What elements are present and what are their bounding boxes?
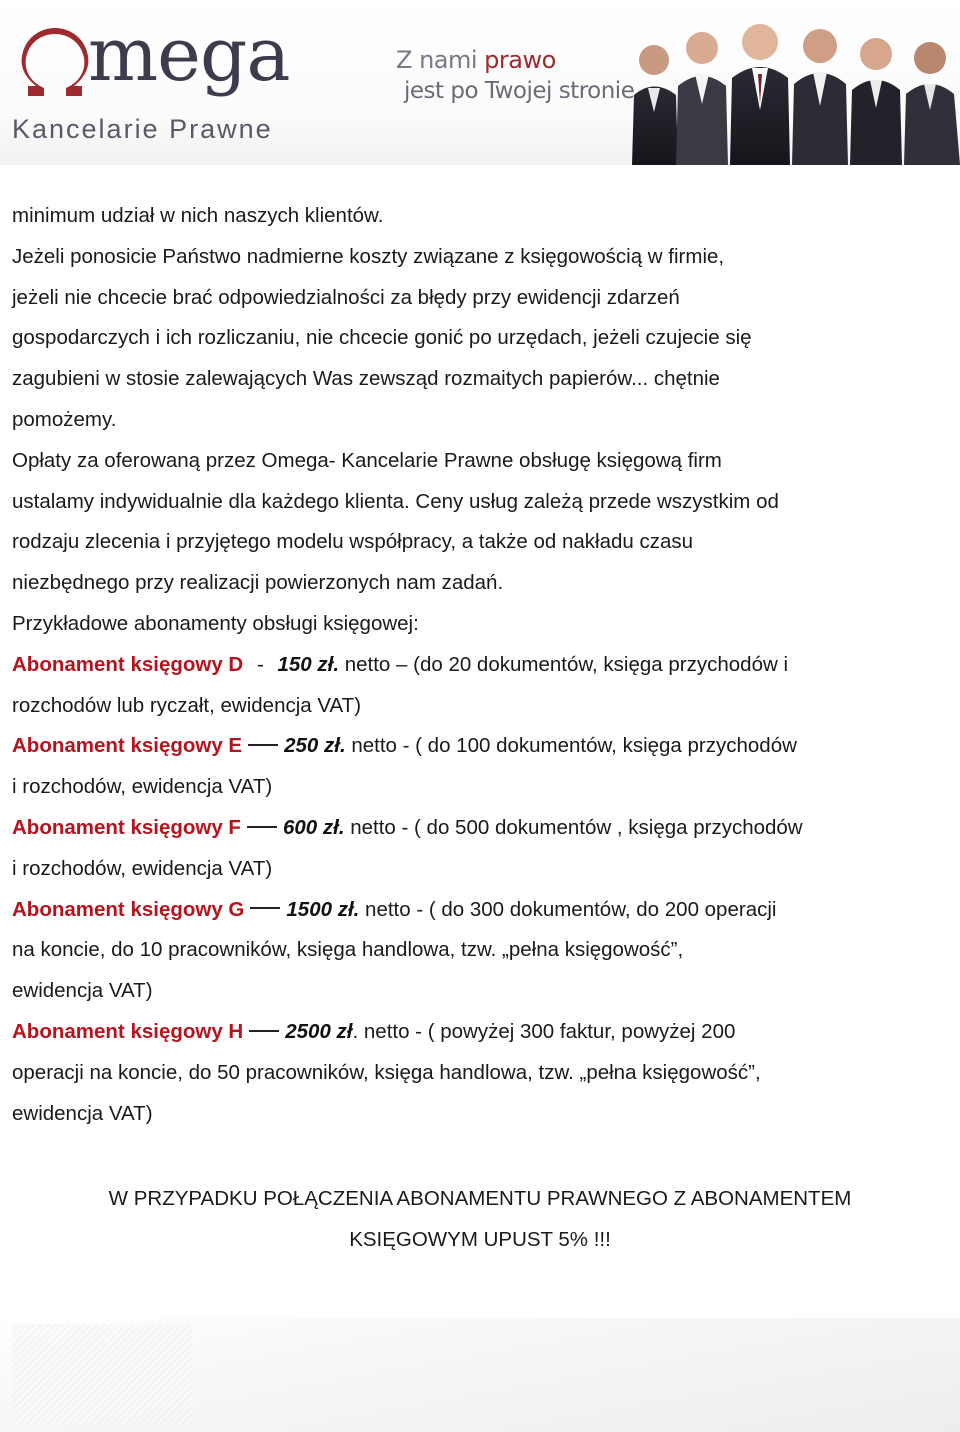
paragraph-line: zagubieni w stosie zalewających Was zewsząd rozmaitych papierów... chętnie	[12, 367, 720, 391]
paragraph-line: minimum udział w nich naszych klientów.	[12, 204, 384, 227]
paragraph-line: rodzaju zlecenia i przyjętego modelu współpracy, a także od nakładu czasu	[12, 530, 694, 554]
plan-price: 250 zł.	[284, 734, 346, 758]
slogan-prefix: Z nami	[396, 46, 485, 74]
plan-g-description: na koncie, do 10 pracowników, księga handlowa, tzw. „pełna księgowość”,	[12, 938, 684, 962]
dash-separator	[249, 1030, 279, 1032]
plan-price: 1500 zł.	[286, 897, 360, 921]
slogan-line-1	[396, 46, 556, 74]
paragraph-line: ustalamy indywidualnie dla każdego klienta. Ceny usług zależą przede wszystkim od	[12, 489, 779, 513]
plan-h-description: operacji na koncie, do 50 pracowników, księga handlowa, tzw. „pełna księgowość”,	[12, 1060, 761, 1084]
plan-price: 2500 zł	[285, 1019, 353, 1043]
paragraph-line: gospodarczych i ich rozliczaniu, nie chcecie gonić po urzędach, jeżeli czujecie się	[12, 326, 752, 350]
business-team-photo	[632, 0, 960, 165]
discount-line-2: KSIĘGOWYM UPUST 5% !!!	[349, 1228, 611, 1251]
slogan-line-2: jest po Twojej stronie	[404, 78, 635, 104]
plan-price: 600 zł.	[282, 815, 345, 839]
omega-logo-icon	[14, 26, 96, 108]
paragraph-line: niezbędnego przy realizacji powierzonych nam zadań.	[12, 571, 504, 595]
plan-g-description: ewidencja VAT)	[12, 979, 153, 1003]
plan-description: netto - ( do 300 dokumentów, do 200 operacji	[359, 897, 777, 921]
document-body	[12, 196, 932, 1134]
plans-heading: Przykładowe abonamenty obsługi księgowej:	[12, 611, 419, 635]
plan-e-description: i rozchodów, ewidencja VAT)	[12, 775, 273, 799]
plan-name: Abonament księgowy G	[12, 897, 245, 921]
dash-separator	[250, 907, 280, 909]
discount-line-1: W PRZYPADKU POŁĄCZENIA ABONAMENTU PRAWNEGO Z ABONAMENTEM	[108, 1187, 852, 1210]
page-header	[0, 0, 960, 165]
paragraph-line: pomożemy.	[12, 407, 117, 431]
plan-name: Abonament księgowy D	[12, 652, 244, 676]
footer-decoration	[0, 1318, 960, 1432]
paragraph-line: jeżeli nie chcecie brać odpowiedzialności za błędy przy ewidencji zdarzeń	[12, 285, 680, 309]
paragraph-line: Jeżeli ponosicie Państwo nadmierne koszty związane z księgowością w firmie,	[12, 244, 725, 268]
plan-d-description: rozchodów lub ryczałt, ewidencja VAT)	[12, 693, 362, 717]
logo-subtitle: Kancelarie Prawne	[12, 114, 273, 144]
header-slogan	[396, 46, 656, 116]
plan-description: netto – (do 20 dokumentów, księga przychodów i	[339, 652, 789, 676]
plan-g-line	[12, 890, 932, 931]
slogan-highlight-word: prawo	[484, 46, 556, 74]
omega-logo	[8, 14, 298, 144]
plan-description: . netto - ( powyżej 300 faktur, powyżej 200	[352, 1019, 736, 1043]
plan-d-line	[12, 645, 932, 686]
plan-name: Abonament księgowy H	[12, 1019, 244, 1043]
dash-separator	[248, 744, 278, 746]
plan-h-line	[12, 1012, 932, 1053]
plan-separator: -	[256, 652, 264, 676]
plan-e-line	[12, 726, 932, 767]
plan-name: Abonament księgowy F	[12, 815, 241, 839]
plan-description: netto - ( do 100 dokumentów, księga przychodów	[345, 734, 797, 758]
plan-description: netto - ( do 500 dokumentów , księga przychodów	[344, 815, 803, 839]
logo-wordmark: mega	[88, 12, 290, 98]
dash-separator	[247, 826, 277, 828]
plan-f-description: i rozchodów, ewidencja VAT)	[12, 856, 273, 880]
plan-name: Abonament księgowy E	[12, 734, 243, 758]
plan-price: 150 zł.	[277, 652, 340, 676]
plan-h-description: ewidencja VAT)	[12, 1101, 153, 1125]
discount-notice	[0, 1178, 960, 1260]
paragraph-line: Opłaty za oferowaną przez Omega- Kancelarie Prawne obsługę księgową firm	[12, 448, 722, 472]
plan-f-line	[12, 808, 932, 849]
